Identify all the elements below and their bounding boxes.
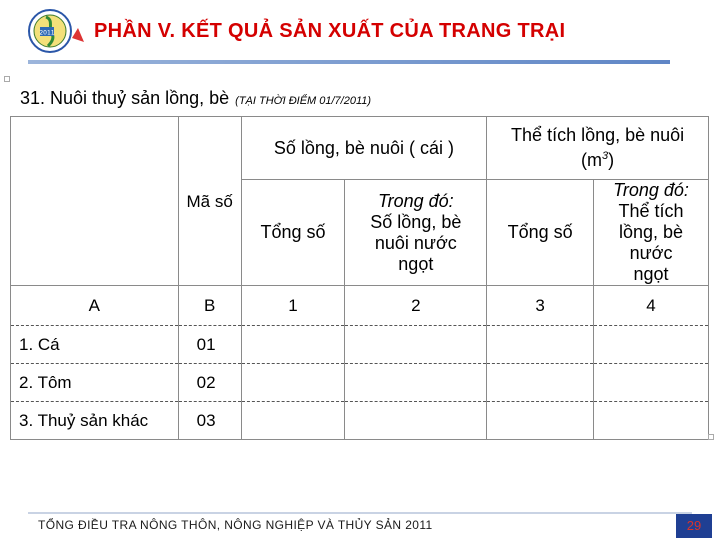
- header-row-1: [11, 117, 709, 180]
- input-cell[interactable]: [487, 402, 594, 440]
- input-cell[interactable]: [487, 364, 594, 402]
- title-divider: [28, 60, 670, 64]
- footer-text: TỔNG ĐIỀU TRA NÔNG THÔN, NÔNG NGHIỆP VÀ THỦY SẢN 2011: [38, 518, 433, 532]
- table-row: [11, 364, 709, 402]
- input-cell[interactable]: [241, 402, 345, 440]
- group-header-volume: Thể tích lồng, bè nuôi $(m^3)$: [487, 117, 709, 180]
- footer-divider: [28, 512, 692, 514]
- census-logo: [28, 6, 90, 56]
- aquaculture-table: [10, 116, 709, 440]
- page-number: 29: [676, 514, 712, 538]
- index-cell: 2: [345, 286, 487, 326]
- group-header-count: Số lồng, bè nuôi ( cái ): [241, 117, 487, 180]
- index-cell: 4: [594, 286, 709, 326]
- input-cell[interactable]: [241, 326, 345, 364]
- table-row: [11, 326, 709, 364]
- page-title: PHẦN V. KẾT QUẢ SẢN XUẤT CỦA TRANG TRẠI: [94, 20, 566, 42]
- subheader-total-1: Tổng số: [241, 180, 345, 286]
- row-code: 01: [178, 326, 241, 364]
- input-cell[interactable]: [345, 326, 487, 364]
- ma-so-header: Mã số: [178, 117, 241, 286]
- row-label: 1. Cá: [11, 326, 179, 364]
- selection-handle: [4, 76, 10, 82]
- row-code: 02: [178, 364, 241, 402]
- input-cell[interactable]: [345, 364, 487, 402]
- section-heading: [20, 88, 371, 109]
- row-label: 3. Thuỷ sản khác: [11, 402, 179, 440]
- label-header-cell: [11, 117, 179, 286]
- selection-handle: [708, 434, 714, 440]
- input-cell[interactable]: [487, 326, 594, 364]
- index-cell: 1: [241, 286, 345, 326]
- index-cell: 3: [487, 286, 594, 326]
- input-cell[interactable]: [241, 364, 345, 402]
- section-subtitle: (TẠI THỜI ĐIỂM 01/7/2011): [235, 95, 372, 107]
- table-row: [11, 402, 709, 440]
- index-row: [11, 286, 709, 326]
- svg-text:2011: 2011: [39, 29, 55, 37]
- index-cell: A: [11, 286, 179, 326]
- input-cell[interactable]: [594, 402, 709, 440]
- subheader-total-2: Tổng số: [487, 180, 594, 286]
- row-code: 03: [178, 402, 241, 440]
- subheader-freshwater-count: Trong đó: Số lồng, bè nuôi nước ngọt: [345, 180, 487, 286]
- subheader-freshwater-volume: Trong đó: Thể tích lồng, bè nước ngọt: [594, 180, 709, 286]
- input-cell[interactable]: [594, 364, 709, 402]
- input-cell[interactable]: [345, 402, 487, 440]
- index-cell: B: [178, 286, 241, 326]
- section-title: 31. Nuôi thuỷ sản lồng, bè: [20, 88, 230, 108]
- input-cell[interactable]: [594, 326, 709, 364]
- row-label: 2. Tôm: [11, 364, 179, 402]
